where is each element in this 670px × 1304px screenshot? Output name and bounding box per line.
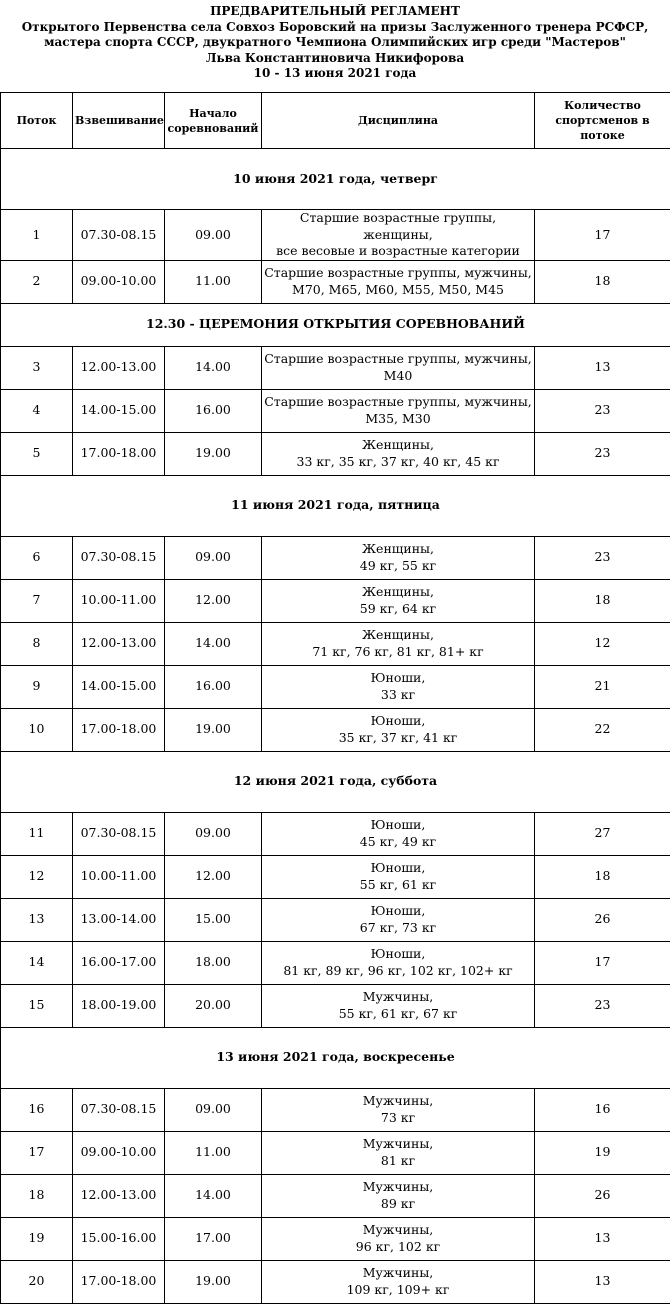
discipline-line-1: Юноши, <box>264 713 532 730</box>
cell-discipline <box>262 622 535 665</box>
schedule-body <box>1 149 670 1304</box>
cell-count: 13 <box>535 1260 670 1303</box>
cell-flow: 9 <box>1 665 73 708</box>
table-row <box>1 812 670 855</box>
cell-weigh: 07.30-08.15 <box>73 1088 165 1131</box>
cell-weigh: 14.00-15.00 <box>73 389 165 432</box>
cell-count: 23 <box>535 389 670 432</box>
discipline-line-2: М40 <box>264 368 532 385</box>
cell-flow: 1 <box>1 210 73 261</box>
table-row <box>1 622 670 665</box>
cell-start: 14.00 <box>165 346 262 389</box>
cell-weigh: 10.00-11.00 <box>73 855 165 898</box>
cell-discipline <box>262 1088 535 1131</box>
cell-start: 18.00 <box>165 941 262 984</box>
cell-discipline <box>262 210 535 261</box>
discipline-line-2: 55 кг, 61 кг, 67 кг <box>264 1006 532 1023</box>
table-row <box>1 1131 670 1174</box>
cell-discipline <box>262 708 535 751</box>
cell-flow: 4 <box>1 389 73 432</box>
cell-count: 18 <box>535 260 670 303</box>
cell-start: 20.00 <box>165 984 262 1027</box>
cell-discipline <box>262 984 535 1027</box>
cell-discipline <box>262 855 535 898</box>
doc-title: ПРЕДВАРИТЕЛЬНЫЙ РЕГЛАМЕНТ <box>0 4 670 20</box>
cell-discipline <box>262 432 535 475</box>
doc-subtitle-line-1: Открытого Первенства села Совхоз Боровский на призы Заслуженного тренера РСФСР, <box>0 20 670 36</box>
cell-discipline <box>262 346 535 389</box>
table-header-row <box>1 93 670 149</box>
cell-weigh: 12.00-13.00 <box>73 622 165 665</box>
cell-flow: 10 <box>1 708 73 751</box>
discipline-line-1: Женщины, <box>264 541 532 558</box>
cell-count: 22 <box>535 708 670 751</box>
cell-start: 14.00 <box>165 1174 262 1217</box>
cell-count: 26 <box>535 1174 670 1217</box>
table-row <box>1 898 670 941</box>
table-row <box>1 210 670 261</box>
cell-discipline <box>262 812 535 855</box>
cell-flow: 5 <box>1 432 73 475</box>
cell-flow: 12 <box>1 855 73 898</box>
cell-flow: 7 <box>1 579 73 622</box>
discipline-line-2: 109 кг, 109+ кг <box>264 1282 532 1299</box>
cell-count: 13 <box>535 346 670 389</box>
discipline-line-2: все весовые и возрастные категории <box>264 243 532 260</box>
schedule-table <box>0 92 670 1304</box>
cell-count: 18 <box>535 855 670 898</box>
table-row <box>1 389 670 432</box>
col-athlete-count: Количество спортсменов в потоке <box>535 93 670 149</box>
cell-flow: 20 <box>1 1260 73 1303</box>
cell-discipline <box>262 260 535 303</box>
cell-discipline <box>262 579 535 622</box>
discipline-line-2: М70, М65, М60, М55, М50, М45 <box>264 282 532 299</box>
cell-count: 16 <box>535 1088 670 1131</box>
discipline-line-1: Юноши, <box>264 860 532 877</box>
table-row <box>1 855 670 898</box>
cell-start: 09.00 <box>165 210 262 261</box>
cell-flow: 14 <box>1 941 73 984</box>
discipline-line-1: Юноши, <box>264 903 532 920</box>
cell-weigh: 18.00-19.00 <box>73 984 165 1027</box>
table-row <box>1 708 670 751</box>
discipline-line-1: Мужчины, <box>264 1265 532 1282</box>
discipline-line-2: 73 кг <box>264 1110 532 1127</box>
cell-flow: 13 <box>1 898 73 941</box>
cell-start: 09.00 <box>165 812 262 855</box>
table-row <box>1 1088 670 1131</box>
cell-start: 19.00 <box>165 1260 262 1303</box>
table-row <box>1 665 670 708</box>
table-row <box>1 432 670 475</box>
discipline-line-1: Женщины, <box>264 627 532 644</box>
day-heading-row <box>1 475 670 536</box>
cell-weigh: 17.00-18.00 <box>73 432 165 475</box>
cell-count: 18 <box>535 579 670 622</box>
cell-discipline <box>262 898 535 941</box>
cell-discipline <box>262 1174 535 1217</box>
cell-flow: 17 <box>1 1131 73 1174</box>
day-heading-row <box>1 751 670 812</box>
discipline-line-1: Старшие возрастные группы, мужчины, <box>264 351 532 368</box>
discipline-line-2: 33 кг, 35 кг, 37 кг, 40 кг, 45 кг <box>264 454 532 471</box>
table-row <box>1 1174 670 1217</box>
discipline-line-2: 35 кг, 37 кг, 41 кг <box>264 730 532 747</box>
cell-flow: 15 <box>1 984 73 1027</box>
cell-count: 23 <box>535 536 670 579</box>
discipline-line-2: 89 кг <box>264 1196 532 1213</box>
doc-dates: 10 - 13 июня 2021 года <box>0 66 670 82</box>
cell-start: 16.00 <box>165 665 262 708</box>
day-heading-row <box>1 1027 670 1088</box>
day-heading: 10 июня 2021 года, четверг <box>1 149 670 210</box>
discipline-line-1: Юноши, <box>264 817 532 834</box>
table-row <box>1 1260 670 1303</box>
discipline-line-2: М35, М30 <box>264 411 532 428</box>
discipline-line-2: 45 кг, 49 кг <box>264 834 532 851</box>
discipline-line-1: Старшие возрастные группы, женщины, <box>264 210 532 243</box>
table-row <box>1 536 670 579</box>
cell-weigh: 09.00-10.00 <box>73 260 165 303</box>
cell-discipline <box>262 941 535 984</box>
discipline-line-1: Старшие возрастные группы, мужчины, <box>264 265 532 282</box>
day-heading: 11 июня 2021 года, пятница <box>1 475 670 536</box>
cell-start: 12.00 <box>165 579 262 622</box>
table-row <box>1 346 670 389</box>
discipline-line-1: Юноши, <box>264 670 532 687</box>
cell-count: 23 <box>535 432 670 475</box>
ceremony-row <box>1 303 670 346</box>
cell-weigh: 09.00-10.00 <box>73 1131 165 1174</box>
cell-count: 27 <box>535 812 670 855</box>
cell-flow: 8 <box>1 622 73 665</box>
cell-count: 12 <box>535 622 670 665</box>
cell-weigh: 07.30-08.15 <box>73 210 165 261</box>
cell-start: 09.00 <box>165 536 262 579</box>
discipline-line-2: 96 кг, 102 кг <box>264 1239 532 1256</box>
cell-weigh: 17.00-18.00 <box>73 708 165 751</box>
cell-discipline <box>262 1131 535 1174</box>
discipline-line-2: 81 кг, 89 кг, 96 кг, 102 кг, 102+ кг <box>264 963 532 980</box>
day-heading-row <box>1 149 670 210</box>
cell-start: 19.00 <box>165 432 262 475</box>
table-row <box>1 260 670 303</box>
cell-start: 15.00 <box>165 898 262 941</box>
discipline-line-1: Женщины, <box>264 437 532 454</box>
col-weigh-in: Взвешивание <box>73 93 165 149</box>
discipline-line-1: Мужчины, <box>264 1136 532 1153</box>
cell-start: 19.00 <box>165 708 262 751</box>
cell-discipline <box>262 389 535 432</box>
cell-count: 26 <box>535 898 670 941</box>
ceremony-heading: 12.30 - ЦЕРЕМОНИЯ ОТКРЫТИЯ СОРЕВНОВАНИЙ <box>1 303 670 346</box>
cell-count: 21 <box>535 665 670 708</box>
cell-discipline <box>262 1217 535 1260</box>
cell-weigh: 12.00-13.00 <box>73 346 165 389</box>
cell-weigh: 10.00-11.00 <box>73 579 165 622</box>
cell-flow: 16 <box>1 1088 73 1131</box>
table-row <box>1 1217 670 1260</box>
day-heading: 12 июня 2021 года, суббота <box>1 751 670 812</box>
cell-count: 17 <box>535 941 670 984</box>
cell-weigh: 16.00-17.00 <box>73 941 165 984</box>
col-discipline: Дисциплина <box>262 93 535 149</box>
discipline-line-2: 81 кг <box>264 1153 532 1170</box>
document-header <box>0 0 670 92</box>
discipline-line-1: Юноши, <box>264 946 532 963</box>
discipline-line-2: 71 кг, 76 кг, 81 кг, 81+ кг <box>264 644 532 661</box>
cell-flow: 2 <box>1 260 73 303</box>
cell-flow: 18 <box>1 1174 73 1217</box>
cell-count: 23 <box>535 984 670 1027</box>
cell-start: 11.00 <box>165 260 262 303</box>
table-row <box>1 579 670 622</box>
cell-weigh: 07.30-08.15 <box>73 812 165 855</box>
cell-start: 14.00 <box>165 622 262 665</box>
cell-weigh: 17.00-18.00 <box>73 1260 165 1303</box>
cell-flow: 19 <box>1 1217 73 1260</box>
discipline-line-1: Женщины, <box>264 584 532 601</box>
doc-subtitle-line-2: мастера спорта СССР, двукратного Чемпиона Олимпийских игр среди "Мастеров" <box>0 35 670 51</box>
day-heading: 13 июня 2021 года, воскресенье <box>1 1027 670 1088</box>
cell-flow: 11 <box>1 812 73 855</box>
cell-weigh: 14.00-15.00 <box>73 665 165 708</box>
cell-discipline <box>262 1260 535 1303</box>
discipline-line-1: Старшие возрастные группы, мужчины, <box>264 394 532 411</box>
cell-weigh: 07.30-08.15 <box>73 536 165 579</box>
discipline-line-1: Мужчины, <box>264 1179 532 1196</box>
discipline-line-2: 67 кг, 73 кг <box>264 920 532 937</box>
cell-count: 19 <box>535 1131 670 1174</box>
cell-discipline <box>262 536 535 579</box>
cell-weigh: 13.00-14.00 <box>73 898 165 941</box>
cell-start: 11.00 <box>165 1131 262 1174</box>
discipline-line-2: 55 кг, 61 кг <box>264 877 532 894</box>
table-row <box>1 984 670 1027</box>
cell-weigh: 15.00-16.00 <box>73 1217 165 1260</box>
cell-start: 17.00 <box>165 1217 262 1260</box>
cell-flow: 6 <box>1 536 73 579</box>
discipline-line-2: 59 кг, 64 кг <box>264 601 532 618</box>
cell-count: 13 <box>535 1217 670 1260</box>
discipline-line-2: 49 кг, 55 кг <box>264 558 532 575</box>
cell-discipline <box>262 665 535 708</box>
doc-subtitle-line-3: Льва Константиновича Никифорова <box>0 51 670 67</box>
cell-start: 16.00 <box>165 389 262 432</box>
cell-start: 09.00 <box>165 1088 262 1131</box>
discipline-line-1: Мужчины, <box>264 1222 532 1239</box>
col-start: Начало соревнований <box>165 93 262 149</box>
discipline-line-2: 33 кг <box>264 687 532 704</box>
discipline-line-1: Мужчины, <box>264 1093 532 1110</box>
cell-start: 12.00 <box>165 855 262 898</box>
cell-flow: 3 <box>1 346 73 389</box>
table-row <box>1 941 670 984</box>
discipline-line-1: Мужчины, <box>264 989 532 1006</box>
cell-count: 17 <box>535 210 670 261</box>
col-flow: Поток <box>1 93 73 149</box>
cell-weigh: 12.00-13.00 <box>73 1174 165 1217</box>
